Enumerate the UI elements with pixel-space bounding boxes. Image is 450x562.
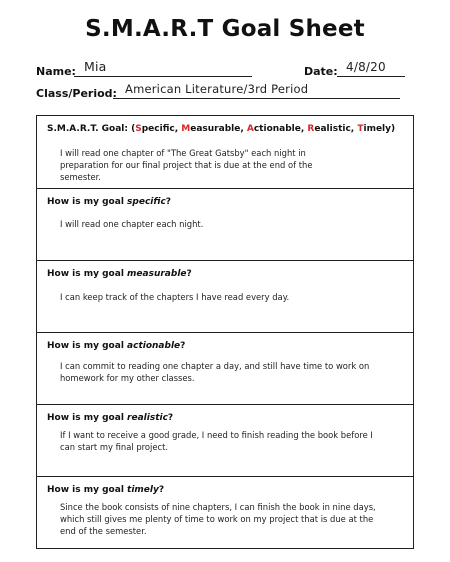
date-underline [337, 76, 405, 77]
date-field[interactable] [304, 56, 414, 78]
actionable-question: How is my goal actionable? [47, 341, 186, 351]
specific-answer[interactable]: I will read one chapter each night. [60, 219, 204, 229]
goal-text[interactable]: I will read one chapter of "The Great Gatsby" each night in preparation for our final project that is due at the end of the semester. [60, 148, 313, 182]
name-label: Name: [36, 65, 76, 78]
realistic-section [37, 405, 413, 477]
actionable-answer[interactable]: I can commit to reading one chapter a day, and still have time to work on homework for my other classes. [60, 361, 370, 383]
timely-answer[interactable]: Since the book consists of nine chapters, I can finish the book in nine days, which still gives me plenty of time to work on my project that is due at the end of the semester. [60, 502, 376, 536]
timely-letter: T [357, 124, 364, 134]
specific-section [37, 189, 413, 261]
actionable-section [37, 333, 413, 405]
goal-section [37, 116, 413, 189]
class-period-label: Class/Period: [36, 87, 117, 100]
actionable-letter: A [246, 124, 254, 134]
measurable-section [37, 261, 413, 333]
measurable-answer[interactable]: I can keep track of the chapters I have read every day. [60, 292, 290, 302]
class-period-field[interactable] [36, 78, 406, 100]
specific-letter: S [135, 124, 142, 134]
realistic-letter: R [307, 124, 315, 134]
timely-section [37, 477, 413, 548]
page-title: S.M.A.R.T Goal Sheet [85, 16, 365, 42]
class-period-value: American Literature/3rd Period [125, 82, 309, 96]
name-field[interactable] [36, 56, 256, 78]
measurable-question: How is my goal measurable? [47, 269, 192, 279]
name-underline [74, 76, 252, 77]
goal-heading: S.M.A.R.T. Goal: (Specific, Measurable, Actionable, Realistic, Timely) [47, 124, 396, 134]
date-value: 4/8/20 [346, 60, 386, 74]
measurable-letter: M [181, 124, 191, 134]
class-period-underline [113, 98, 400, 99]
realistic-answer[interactable]: If I want to receive a good grade, I need to finish reading the book before I can start my final project. [60, 430, 373, 452]
timely-question: How is my goal timely? [47, 485, 165, 495]
date-label: Date: [304, 65, 338, 78]
goal-table [36, 115, 414, 549]
name-value: Mia [84, 59, 107, 74]
realistic-question: How is my goal realistic? [47, 413, 174, 423]
specific-question: How is my goal specific? [47, 197, 172, 207]
